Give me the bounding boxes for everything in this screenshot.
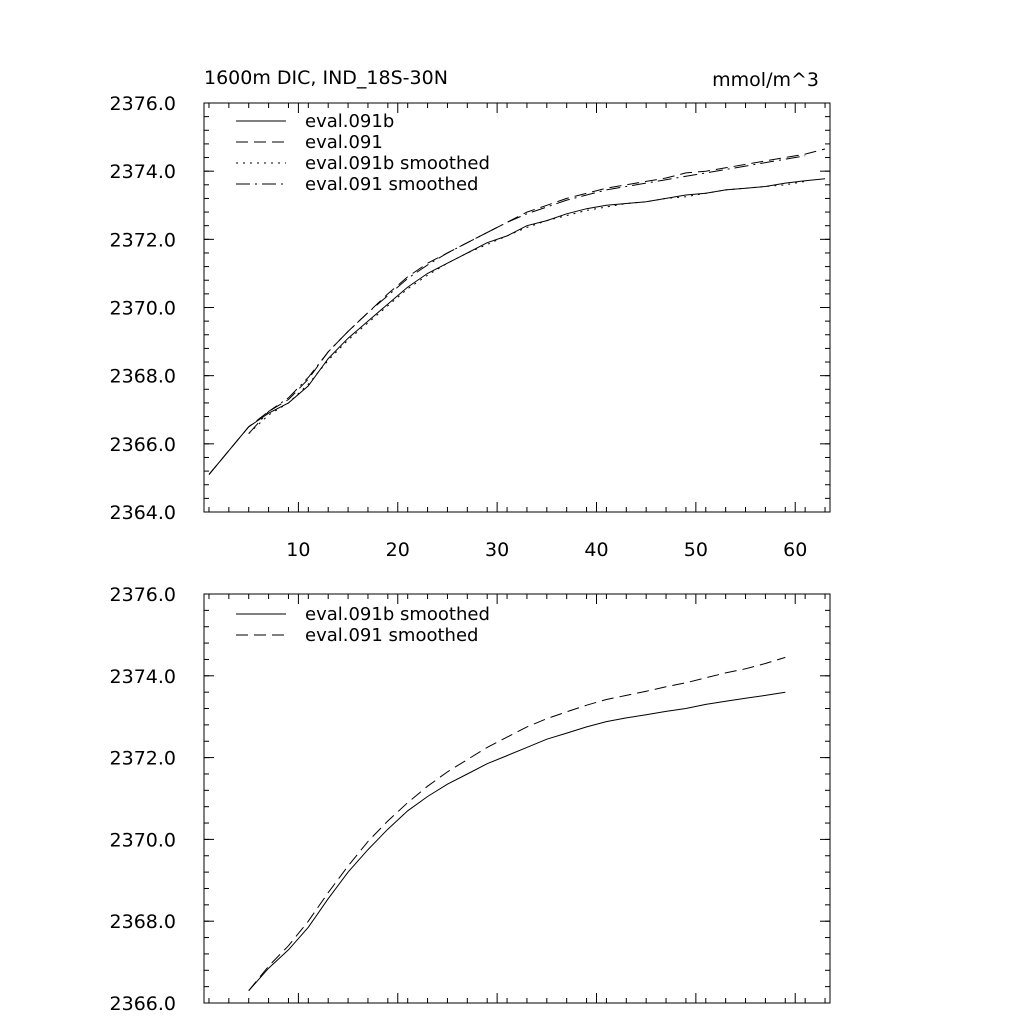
top-y-tick-label: 2372.0 <box>109 229 176 252</box>
units-label: mmol/m^3 <box>712 69 819 91</box>
top-legend-label: eval.091 <box>305 132 383 153</box>
top-x-tick-label: 40 <box>584 539 609 561</box>
top-panel <box>110 93 830 561</box>
bottom-y-tick-label: 2368.0 <box>109 911 176 934</box>
bottom-legend-label: eval.091b smoothed <box>305 604 490 625</box>
top-series-line-3 <box>249 181 806 433</box>
top-axis-frame <box>204 103 830 512</box>
top-x-tick-label: 20 <box>385 539 410 561</box>
top-x-tick-label: 30 <box>485 539 510 561</box>
top-series-line-1 <box>209 179 825 475</box>
top-y-tick-label: 2368.0 <box>109 365 176 388</box>
top-legend-label: eval.091 smoothed <box>305 174 479 195</box>
top-y-tick-label: 2366.0 <box>109 433 176 456</box>
top-x-tick-label: 50 <box>683 539 708 561</box>
bottom-series-line-1 <box>249 692 786 991</box>
top-y-tick-label: 2364.0 <box>109 502 176 524</box>
bottom-legend-label: eval.091 smoothed <box>305 625 479 646</box>
bottom-panel <box>110 584 830 1015</box>
top-legend-label: eval.091b smoothed <box>305 153 490 174</box>
bottom-y-tick-label: 2372.0 <box>109 747 176 770</box>
figure-title: 1600m DIC, IND_18S-30N <box>204 67 448 89</box>
top-y-tick-label: 2376.0 <box>109 93 176 115</box>
bottom-y-tick-label: 2374.0 <box>109 665 176 688</box>
bottom-series-line-2 <box>249 657 786 990</box>
bottom-axis-frame <box>204 594 830 1003</box>
top-series-line-2 <box>209 149 825 475</box>
top-legend-label: eval.091b <box>305 111 395 132</box>
bottom-y-tick-label: 2366.0 <box>109 993 176 1015</box>
top-y-tick-label: 2374.0 <box>109 161 176 184</box>
top-series-line-4 <box>249 156 806 434</box>
bottom-y-tick-label: 2376.0 <box>109 584 176 606</box>
top-x-tick-label: 60 <box>783 539 808 561</box>
bottom-y-tick-label: 2370.0 <box>109 829 176 852</box>
top-x-tick-label: 10 <box>286 539 311 561</box>
top-y-tick-label: 2370.0 <box>109 297 176 320</box>
